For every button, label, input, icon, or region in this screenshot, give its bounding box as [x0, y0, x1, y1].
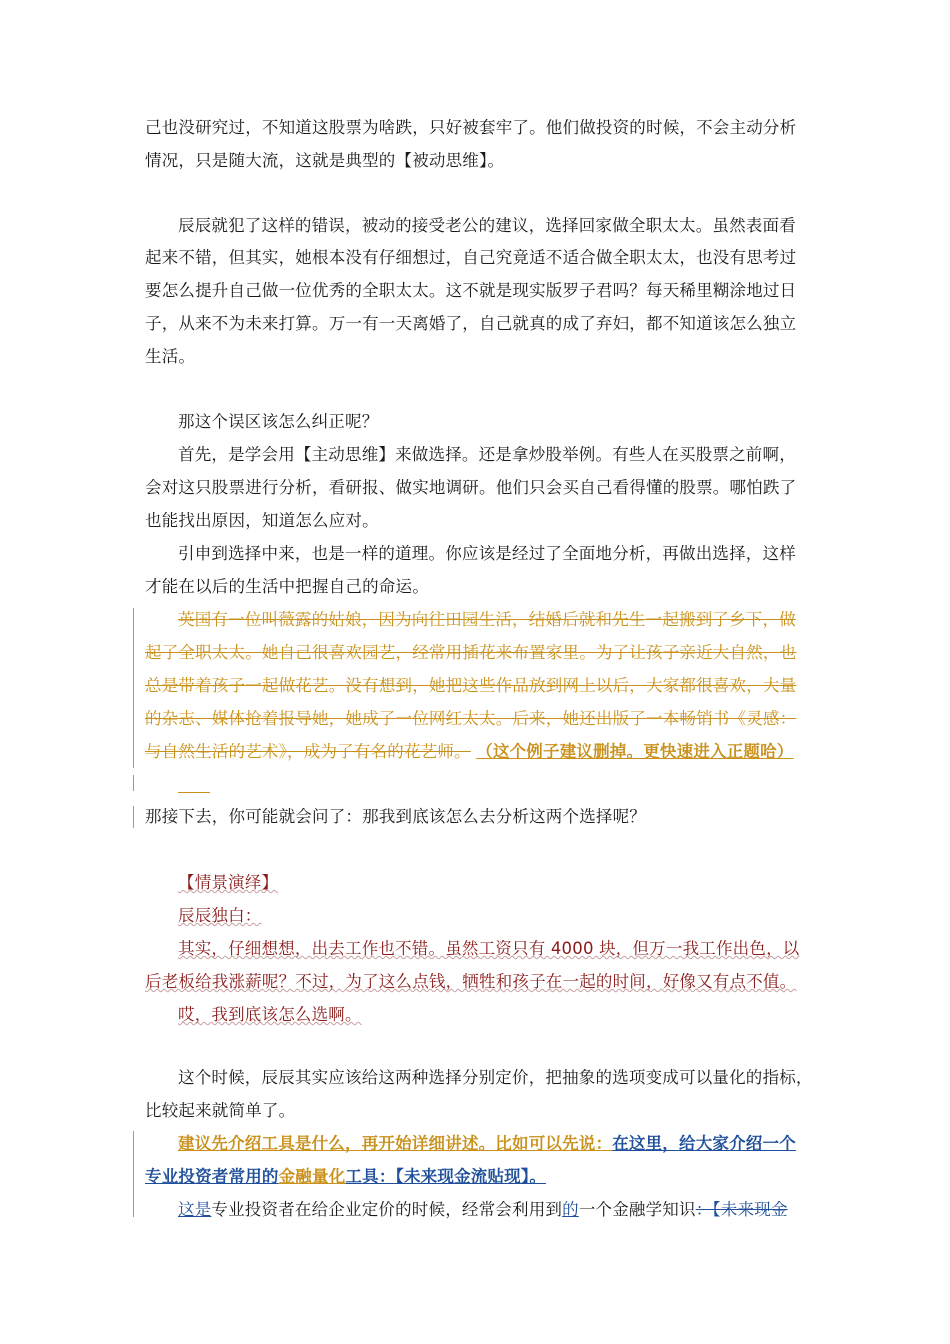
scene-speaker: 辰辰独白： — [178, 906, 262, 925]
para-5-line-2: 才能在以后的生活中把握自己的命运。 — [145, 577, 429, 596]
suggestion-insert: 工具：【未来现金流贴现】。 — [345, 1167, 547, 1186]
para-2-line-4: 子，从来不为未来打算。万一有一天离婚了，自己就真的成了弃妇，都不知道该怎么独立 — [145, 314, 797, 333]
suggestion-comment: 金融量化 — [278, 1167, 346, 1186]
para-4-line-1: 首先，是学会用【主动思维】来做选择。还是拿炒股举例。有些人在买股票之前啊， — [178, 445, 796, 464]
para-2-line-1: 辰辰就犯了这样的错误，被动的接受老公的建议，选择回家做全职太太。虽然表面看 — [178, 216, 796, 235]
para-1-line-2: 情况，只是随大流，这就是典型的【被动思维】。 — [145, 151, 505, 170]
para-5-line-1: 引申到选择中来，也是一样的道理。你应该是经过了全面地分析，再做出选择，这样 — [178, 544, 796, 563]
suggestion-insert: 在这里，给大家介绍一个 — [612, 1134, 796, 1153]
para-4-line-3: 也能找出原因，知道怎么应对。 — [145, 511, 379, 530]
para-2-line-2: 起来不错，但其实，她根本没有仔细想过，自己究竟适不适合做全职太太，也没有思考过 — [145, 248, 797, 267]
para-8-line-1 — [178, 1199, 788, 1221]
deleted-text: 与自然生活的艺术》，成为了有名的花艺师。 — [145, 742, 471, 761]
scene-line-2: 后老板给我涨薪呢？不过，为了这么点钱，牺牲和孩子在一起的时间，好像又有点不值。 — [145, 972, 797, 991]
suggestion-line-2 — [145, 1166, 546, 1188]
para-2-line-5: 生活。 — [145, 347, 196, 366]
change-bar — [133, 1131, 134, 1217]
scene-line-1: 其实，仔细想想，出去工作也不错。虽然工资只有 4000 块，但万一我工作出色，以 — [178, 939, 800, 958]
para-7-line-2: 比较起来就简单了。 — [145, 1101, 296, 1120]
scene-title: 【情景演绎】 — [178, 873, 279, 892]
para-6-line-1: 那接下去，你可能就会问了：那我到底该怎么去分析这两个选择呢？ — [145, 807, 646, 826]
para-4-line-2: 会对这只股票进行分析，看研报、做实地调研。他们只会买自己看得懂的股票。哪怕跌了 — [145, 478, 797, 497]
scene-line-3: 哎，我到底该怎么选啊。 — [178, 1005, 362, 1024]
para-7-line-1: 这个时候，辰辰其实应该给这两种选择分别定价，把抽象的选项变成可以量化的指标， — [178, 1068, 813, 1087]
suggestion-line-1 — [178, 1133, 796, 1155]
deleted-example-line-5 — [145, 741, 794, 763]
change-bar — [133, 775, 134, 791]
deleted-example-line-3: 总是带着孩子一起做花艺。没有想到，她把这些作品放到网上以后，大家都很喜欢，大量 — [145, 676, 797, 695]
deleted-example-line-4: 的杂志、媒体抢着报导她，她成了一位网红太太。后来，她还出版了一本畅销书《灵感： — [145, 709, 797, 728]
inserted-text: 这是 — [178, 1200, 212, 1219]
change-bar — [133, 806, 134, 828]
para-1-line-1: 己也没研究过，不知道这股票为啥跌，只好被套牢了。他们做投资的时候，不会主动分析 — [145, 118, 797, 137]
deleted-example-line-1: 英国有一位叫薇露的姑娘，因为向往田园生活，结婚后就和先生一起搬到了乡下，做 — [178, 610, 796, 629]
deleted-text: ：【未来现金 — [695, 1200, 788, 1219]
suggestion-comment: 建议先介绍工具是什么，再开始详细讲述。比如可以先说： — [178, 1134, 613, 1153]
para-2-line-3: 要怎么提升自己做一位优秀的全职太太。这不就是现实版罗子君吗？每天稀里糊涂地过日 — [145, 281, 797, 300]
inserted-text: 的 — [562, 1200, 579, 1219]
review-comment: （这个例子建议删掉。更快速进入正题哈） — [476, 742, 794, 761]
suggestion-insert: 专业投资者常用的 — [145, 1167, 279, 1186]
change-bar — [133, 608, 134, 768]
deleted-example-line-2: 起了全职太太。她自己很喜欢园艺，经常用插花来布置家里。为了让孩子亲近大自然，也 — [145, 643, 797, 662]
para-3-line-1: 那这个误区该怎么纠正呢？ — [178, 412, 379, 431]
body-text: 一个金融学知识 — [578, 1200, 696, 1219]
inserted-dash — [178, 792, 210, 793]
body-text: 专业投资者在给企业定价的时候，经常会利用到 — [211, 1200, 563, 1219]
